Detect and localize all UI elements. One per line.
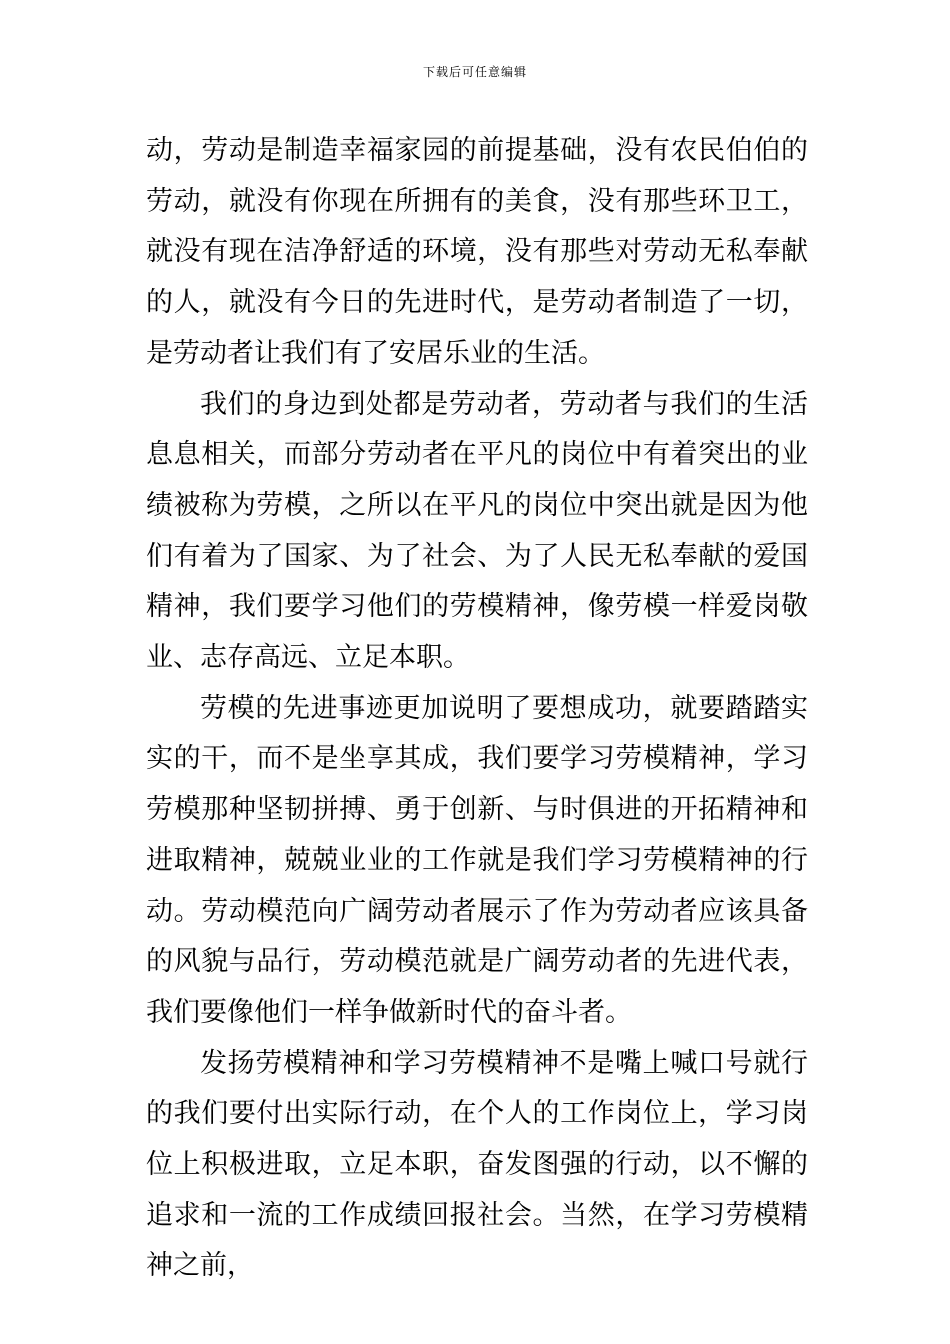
page-header: 下载后可任意编辑 <box>422 65 527 79</box>
document-body <box>146 126 808 1292</box>
paragraph-3: 劳模的先进事迹更加说明了要想成功，就要踏踏实实的干，而不是坐享其成，我们要学习劳模精神，学习劳模那种坚韧拼搏、勇于创新、与时俱进的开拓精神和进取精神，兢兢业业的工作就是我们学习劳模精神的行动。劳动模范向广阔劳动者展示了作为劳动者应该具备的风貌与品行，劳动模范就是广阔劳动者的先进代表，我们要像他们一样争做新时代的奋斗者。 <box>146 692 808 1028</box>
paragraph-1: 动，劳动是制造幸福家园的前提基础，没有农民伯伯的劳动，就没有你现在所拥有的美食，没有那些环卫工，就没有现在洁净舒适的环境，没有那些对劳动无私奉献的人，就没有今日的先进时代，是劳动者制造了一切，是劳动者让我们有了安居乐业的生活。 <box>146 135 808 369</box>
paragraph-4: 发扬劳模精神和学习劳模精神不是嘴上喊口号就行的我们要付出实际行动，在个人的工作岗位上，学习岗位上积极进取，立足本职，奋发图强的行动，以不懈的追求和一流的工作成绩回报社会。当然，在学习劳模精神之前， <box>146 1047 808 1282</box>
paragraph-2: 我们的身边到处都是劳动者，劳动者与我们的生活息息相关，而部分劳动者在平凡的岗位中有着突出的业绩被称为劳模，之所以在平凡的岗位中突出就是因为他们有着为了国家、为了社会、为了人民无私奉献的爱国精神，我们要学习他们的劳模精神，像劳模一样爱岗敬业、志存高远、立足本职。 <box>146 388 808 674</box>
